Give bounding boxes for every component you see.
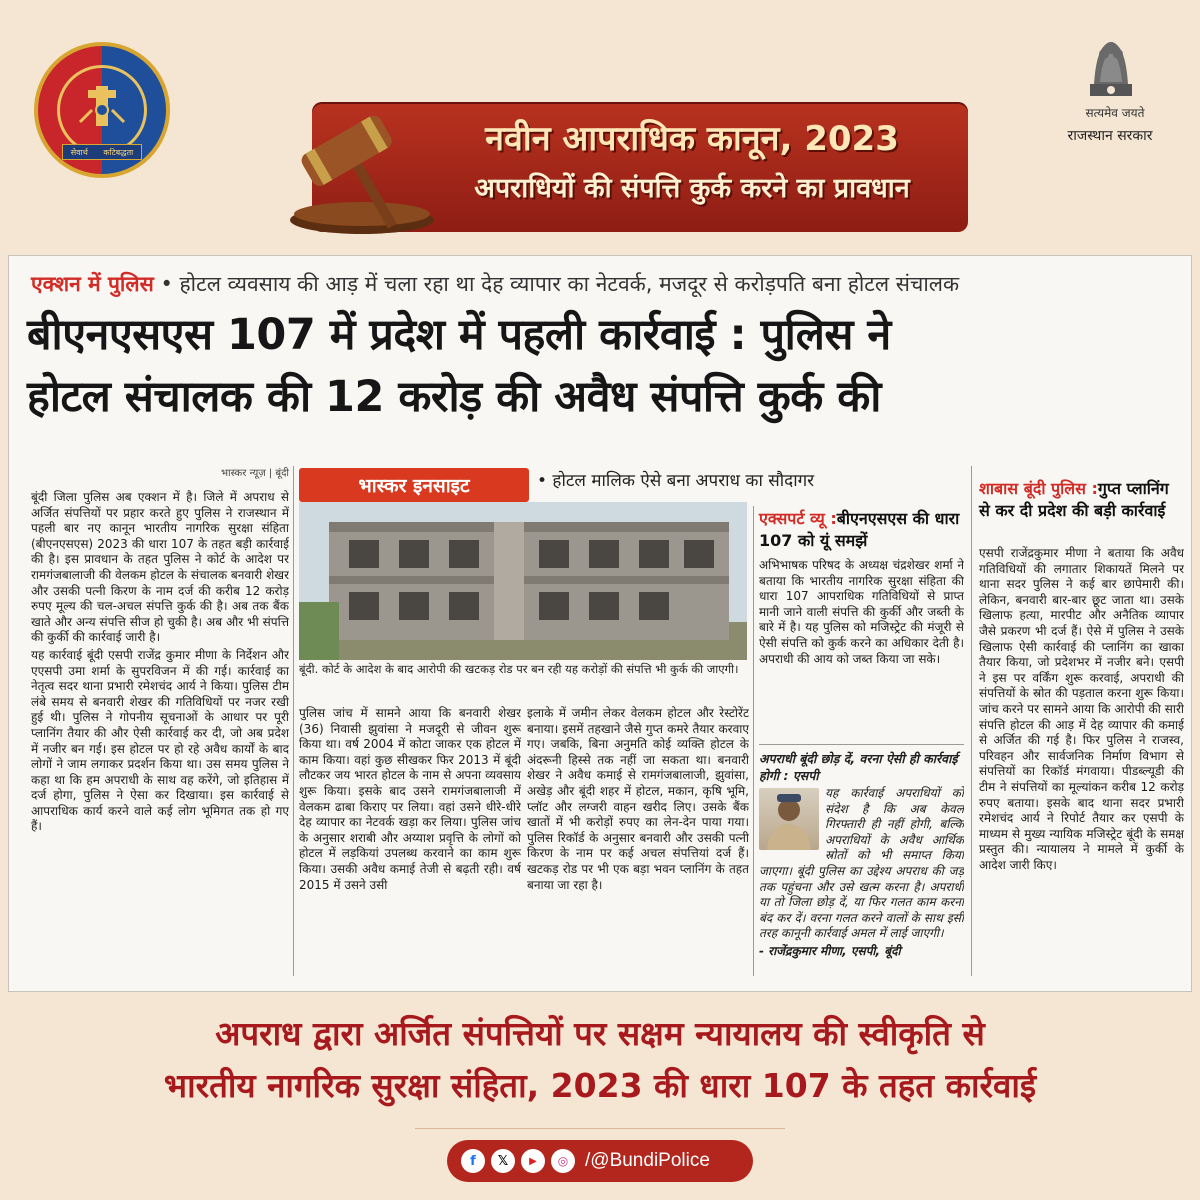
insight-tag: भास्कर इनसाइट xyxy=(299,468,529,502)
expert-label: एक्सपर्ट व्यू : xyxy=(759,509,837,528)
footer-line-2: भारतीय नागरिक सुरक्षा संहिता, 2023 की धारा 107 के तहत कार्रवाई xyxy=(163,1066,1037,1105)
government-name: राजस्थान सरकार xyxy=(1067,128,1153,144)
headline-line-2: होटल संचालक की 12 करोड़ की अवैध संपत्ति कुर्क की xyxy=(27,372,881,422)
gavel-icon xyxy=(272,90,442,240)
building-photo xyxy=(299,502,747,660)
footer-divider xyxy=(415,1128,785,1129)
kicker-text: • होटल व्यवसाय की आड़ में चला रहा था देह व्यापार का नेटवर्क, मजदूर से करोड़पति बना होटल संचालक xyxy=(160,272,960,296)
facebook-icon[interactable]: f xyxy=(461,1149,485,1173)
photo-caption: बूंदी. कोर्ट के आदेश के बाद आरोपी की खटकड़ रोड पर बन रही यह करोड़ों की संपत्ति भी कुर्क की जाएगी। xyxy=(299,662,739,676)
instagram-icon[interactable]: ◎ xyxy=(551,1149,575,1173)
article-column-3 xyxy=(527,706,749,976)
column-divider xyxy=(293,466,294,976)
column-1-paragraph-2: यह कार्रवाई बूंदी एसपी राजेंद्र कुमार मीणा के निर्देशन और एएसपी उमा शर्मा के सुपरविजन में की गई। कार्रवाई का नेतृत्व सदर थाना प्रभारी रमेशचंद आर्य ने किया। पुलिस टीम लंबे समय से बनवारी शेखर की गतिविधियों पर नजर रखी हुई थी। पुलिस ने गोपनीय सूचनाओं के आधार पर पूरी प्लानिंग तैयार की और ऐसी कार्रवाई कर दी, जो अब प्रदेश में नजीर बन गई। इस होटल पर हो रहे अवैध कार्यों के बाद लोगों ने जाम लगाकर प्रदर्शन किया था। उस समय पुलिस ने कहा था कि हम अपराधी के साथ वह करेंगे, जो इतिहास में दर्ज होगा, पुलिस ने ऐसा कर दिखाया। इस कार्रवाई से आपराधिक कार्य करने वाले कई लोग भूमिगत तक हो गए हैं। xyxy=(31,647,289,834)
youtube-icon[interactable]: ▶ xyxy=(521,1149,545,1173)
column-divider xyxy=(971,466,972,976)
column-2-text: पुलिस जांच में सामने आया कि बनवारी शेखर (36) निवासी झुवांसा ने मजदूरी से जीवन शुरू किया था। वर्ष 2004 में कोटा जाकर एक होटल में काम किया। वहां कुछ सीखकर फिर 2013 में बूंदी लौटकर जय भारत होटल के नाम से अपना व्यवसाय शुरू किया। इसके बाद उसने रामगंजबालाजी में वेलकम ढाबा किराए पर लिया। वहां उसने धीरे-धीरे देह व्यापार का नेटवर्क खड़ा कर लिया। पुलिस जांच के अनुसार शराबी और अय्याश प्रवृत्ति के लोगों को होटल में लड़कियां उपलब्ध करवाने का काम शुरू किया। उसकी अवैध कमाई तेजी से बढ़ती रही। वर्ष 2015 में उसने उसी xyxy=(299,706,521,892)
expert-view-body xyxy=(759,558,964,744)
person-icon xyxy=(759,788,819,850)
social-handle-pill[interactable] xyxy=(447,1140,753,1182)
column-1-paragraph-1: बूंदी जिला पुलिस अब एक्शन में है। जिले में अपराध से अर्जित संपत्तियों पर प्रहार करते हुए पुलिस ने राजस्थान में पहली बार नए कानून भारतीय नागरिक सुरक्षा संहिता (बीएनएसएस) 2023 की धारा 107 के तहत बड़ी कार्रवाई की है। इस प्रावधान के तहत पुलिस ने कोर्ट के आदेश पर रामगंजबालाजी की वेलकम होटल के संचालक बनवारी शेखर और उसकी पत्नी किरण के नाम दर्ज की करीब 12 करोड़ रुपए मूल्य की चल-अचल संपत्ति कुर्क की है। अब तक बैंक खाते और अन्य संपत्ति सीज हो चुकी है। अब और भी संपत्ति की कुर्की की कार्रवाई जारी है। xyxy=(31,490,289,645)
x-icon[interactable]: 𝕏 xyxy=(491,1149,515,1173)
right-title: गुप्त प्लानिंग से कर दी प्रदेश की बड़ी कार्रवाई xyxy=(979,479,1169,520)
ashoka-emblem-icon xyxy=(1082,34,1140,100)
footer-line-1: अपराध द्वारा अर्जित संपत्तियों पर सक्षम न्यायालय की स्वीकृति से xyxy=(215,1014,985,1053)
article-column-2 xyxy=(299,706,521,976)
article-kicker xyxy=(31,270,1181,298)
article-column-1 xyxy=(31,466,289,986)
quote-body-text: यह कार्रवाई अपराधियों को संदेश है कि अब केवल गिरफ्तारी ही नहीं होगी, बल्कि अपराधियों के अवैध आर्थिक स्रोतों को भी समाप्त किया जाएगा। बूंदी पुलिस का उद्देश्य अपराध की जड़ तक पहुंचना और उसे खत्म करना है। अपराधी या तो जिला छोड़ दें, या फिर गलत काम करना बंद कर दें। वरना गलत करने वालों के साथ इसी तरह कानूनी कार्रवाई अमल में लाई जाएगी। xyxy=(759,786,964,941)
logo-ribbon-left: सेवार्थ xyxy=(70,147,88,157)
newspaper-clipping xyxy=(8,255,1192,992)
logo-ribbon-right: कटिबद्धता xyxy=(103,147,134,157)
sp-portrait xyxy=(759,788,819,850)
expert-title: बीएनएसएस की धारा 107 को यूं समझें xyxy=(759,509,960,550)
right-column-heading xyxy=(979,478,1184,522)
title-banner xyxy=(272,84,972,244)
headline-line-1: बीएनएसएस 107 में प्रदेश में पहली कार्रवाई : पुलिस ने xyxy=(27,310,891,360)
badge-icon xyxy=(72,80,132,140)
right-body-text: एसपी राजेंद्रकुमार मीणा ने बताया कि अवैध गतिविधियों की लगातार शिकायतें मिलने पर थाना सदर पुलिस ने कई बार छापेमारी की। लेकिन, बनवारी बार-बार छूट जाता था। उसके खिलाफ हत्या, मारपीट और अनैतिक व्यापार जैसे प्रकरण भी दर्ज हैं। ऐसे में पुलिस ने उसके खिलाफ ऐसी कार्रवाई की प्लानिंग का खाका तैयार किया, जो प्रदेशभर में नजीर बने। एसपी ने इस पर वर्किंग शुरू करवाई, अपराधी की संपत्तियों के स्रोत की पड़ताल करना शुरू किया। जांच करने पर सामने आया कि आरोपी की सारी संपत्ति होटल की आड़ में देह व्यापार की कमाई से अर्जित की गई है। फिर पुलिस ने राजस्व, परिवहन और सार्वजनिक निर्माण विभाग से संपत्तियों का रिकॉर्ड मंगवाया। पीडब्ल्यूडी की टीम ने संपत्तियों का मूल्यांकन करीब 12 करोड़ रुपए बताया। इसके बाद थाना सदर प्रभारी रमेशचंद आर्य ने रिपोर्ट तैयार कर एसपी के माध्यम से मुख्य न्यायिक मजिस्ट्रेट बूंदी के समक्ष प्रस्तुत की। न्यायालय ने मामले में कुर्की के आदेश जारी किए। xyxy=(979,546,1184,872)
column-divider xyxy=(753,506,754,976)
emblem-motto: सत्यमेव जयते xyxy=(1085,106,1145,120)
social-handle[interactable]: /@BundiPolice xyxy=(585,1150,710,1171)
right-column-body xyxy=(979,546,1184,976)
byline: भास्कर न्यूज़ | बूंदी xyxy=(221,468,289,479)
logo-emblem xyxy=(57,65,147,155)
banner-subtitle: अपराधियों की संपत्ति कुर्क करने का प्रावधान xyxy=(474,173,910,204)
sp-quote-body xyxy=(759,786,964,976)
banner-title: नवीन आपराधिक कानून, 2023 xyxy=(485,119,899,159)
expert-body-text: अभिभाषक परिषद के अध्यक्ष चंद्रशेखर शर्मा ने बताया कि भारतीय नागरिक सुरक्षा संहिता की धारा 107 आपराधिक गतिविधियों से प्राप्त मानी जाने वाली संपत्ति की कुर्की और जब्ती के बारे में है। यह पुलिस को मजिस्ट्रेट की मंजूरी से ऐसी संपत्ति को कुर्क करने का अधिकार देती है। अपराधी की आय को जब्त किया जा सके। xyxy=(759,558,964,666)
right-label: शाबास बूंदी पुलिस : xyxy=(979,479,1098,498)
insight-text: • होटल मालिक ऐसे बना अपराध का सौदागर xyxy=(537,471,815,491)
article-headline xyxy=(27,304,1177,428)
quote-signature: - राजेंद्रकुमार मीणा, एसपी, बूंदी xyxy=(759,943,901,958)
column-3-text: इलाके में जमीन लेकर वेलकम होटल और रेस्टोरेंट बनाया। इसमें तहखाने जैसे गुप्त कमरे तैयार करवाए गए। जबकि, बिना अनुमति कोई व्यक्ति होटल के अंदरूनी हिस्से तक नहीं जा सकता था। बनवारी शेखर ने अवैध कमाई से रामगंजबालाजी, झुवांसा, अखेड़ और बूंदी शहर में होटल, मकान, कृषि भूमि, प्लॉट और लग्जरी वाहन खरीद लिए। उसके बैंक खातों में भी करोड़ों रुपए का लेन-देन पाया गया। पुलिस रिकॉर्ड के अनुसार बनवारी और उसकी पत्नी किरण के नाम पर कई अचल संपत्तियां दर्ज हैं। खटकड़ रोड पर भी एक बड़ा भवन प्लानिंग के तहत बनाया जा रहा है। xyxy=(527,706,749,892)
rajasthan-police-logo xyxy=(34,42,170,178)
logo-ribbon xyxy=(62,144,142,160)
kicker-label: एक्शन में पुलिस xyxy=(31,272,154,296)
expert-view-heading xyxy=(759,508,964,552)
section-divider xyxy=(759,744,964,745)
sp-quote-heading: अपराधी बूंदी छोड़ दें, वरना ऐसी ही कार्रवाई होगी : एसपी xyxy=(759,751,958,783)
